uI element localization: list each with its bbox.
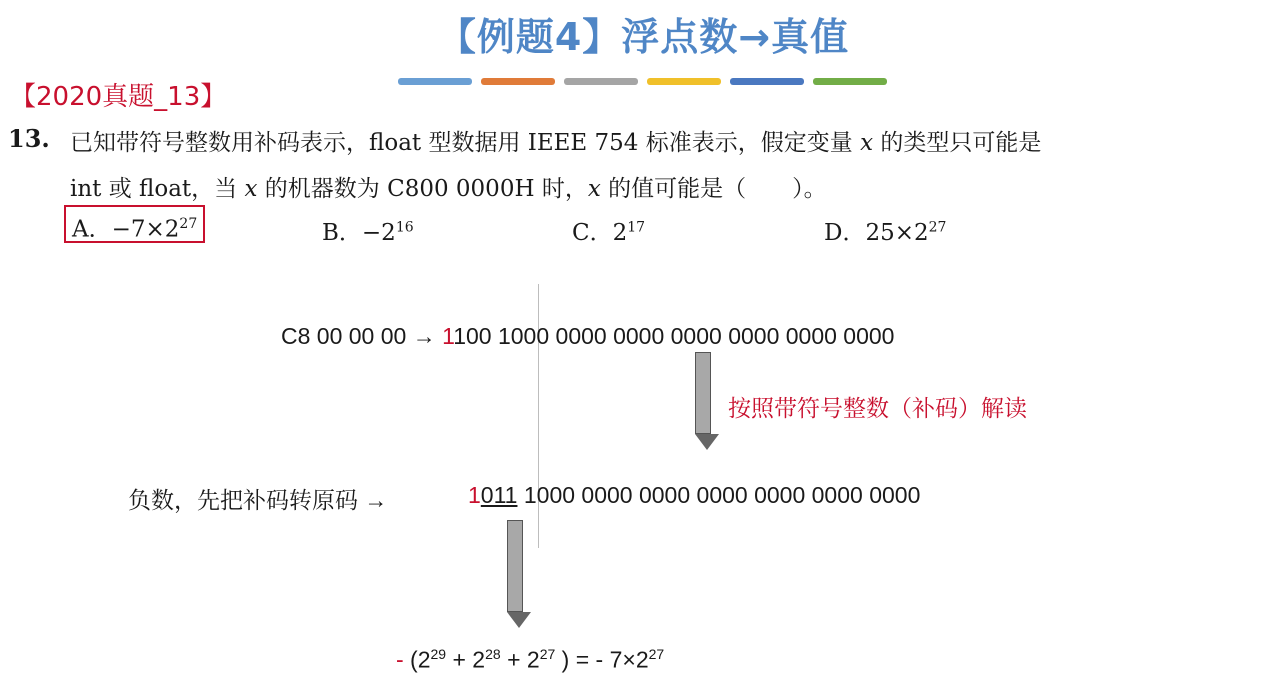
variable-x: x <box>860 130 874 156</box>
result-exponent: 27 <box>648 646 665 662</box>
option-c-text: C．2 <box>572 220 628 246</box>
option-c-exponent: 17 <box>627 219 646 236</box>
negative-label: 负数，先把补码转原码 → <box>128 487 388 513</box>
question-text: 已知带符号整数用补码表示，float 型数据用 IEEE 754 标准表示，假定变量 <box>70 130 861 156</box>
variable-x: x <box>587 176 601 202</box>
question-text: 的类型只可能是 <box>873 130 1042 156</box>
color-bar <box>813 78 887 85</box>
option-b-text: B．−2 <box>322 220 396 246</box>
option-a-selected <box>64 205 205 243</box>
down-arrow-icon <box>507 520 523 628</box>
result-exponent: 29 <box>430 646 447 662</box>
result-part: ) = - 7×2 <box>555 646 649 673</box>
sign-magnitude-bits <box>468 482 920 509</box>
interpret-note: 按照带符号整数（补码）解读 <box>728 396 1027 422</box>
option-b-exponent: 16 <box>395 219 414 236</box>
magnitude-bits: 011 <box>480 482 518 508</box>
minus-sign: - <box>396 646 404 673</box>
question-text: 的值可能是（ ）。 <box>600 176 827 202</box>
color-bar <box>647 78 721 85</box>
color-bar <box>730 78 804 85</box>
option-d-text: D．25×2 <box>824 220 929 246</box>
down-arrow-icon <box>695 352 711 450</box>
option-c <box>572 214 645 247</box>
final-result <box>396 646 664 674</box>
sign-bit: 1 <box>442 323 454 349</box>
color-bar <box>481 78 555 85</box>
result-exponent: 27 <box>539 646 556 662</box>
binary-bits: 1000 0000 0000 0000 0000 0000 0000 <box>517 482 921 508</box>
question-text: 的机器数为 C800 0000H 时， <box>257 176 588 202</box>
option-d <box>824 214 946 247</box>
option-a-exponent: 27 <box>179 216 198 232</box>
exam-tag: 【2020真题_13】 <box>10 82 227 112</box>
result-part: + 2 <box>446 646 486 673</box>
hex-to-binary-line <box>281 323 894 350</box>
result-part: + 2 <box>500 646 540 673</box>
color-bar <box>398 78 472 85</box>
binary-bits: 100 1000 0000 0000 0000 0000 0000 0000 <box>453 323 895 349</box>
sign-bit: 1 <box>468 482 481 508</box>
question-text: int 或 float，当 <box>70 176 245 202</box>
option-b <box>322 214 414 247</box>
variable-x: x <box>244 176 258 202</box>
option-a-text: A．−7×2 <box>72 216 180 243</box>
hex-value: C8 00 00 00 → <box>281 323 436 349</box>
question-number: 13. <box>8 124 50 153</box>
question-line-1 <box>70 124 1041 157</box>
slide-title: 【例题4】浮点数→真值 <box>437 15 850 59</box>
result-exponent: 28 <box>485 646 501 662</box>
question-line-2 <box>70 170 827 203</box>
decorative-color-bars <box>398 78 887 85</box>
option-d-exponent: 27 <box>928 219 947 236</box>
color-bar <box>564 78 638 85</box>
result-part: (2 <box>403 646 431 673</box>
